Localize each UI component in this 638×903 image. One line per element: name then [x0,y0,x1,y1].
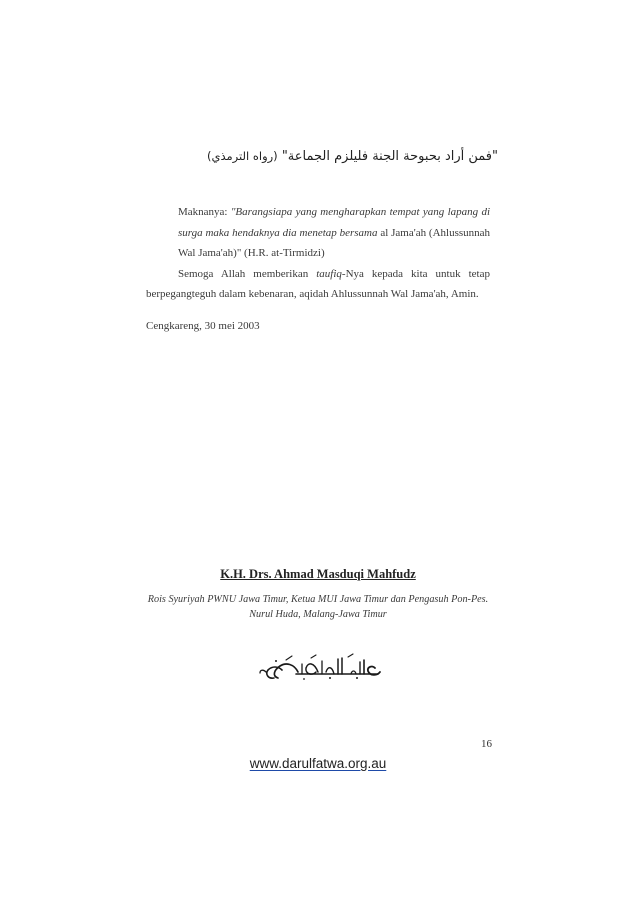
signatory-name: K.H. Drs. Ahmad Masduqi Mahfudz [220,567,416,581]
hadith-reference: (رواه الترمذي) [207,149,278,163]
calligraphy-image [256,652,386,682]
hadith-arabic-text: "فمن أراد بحبوحة الجنة فليلزم الجماعة" [281,149,498,164]
closing-before: Semoga Allah memberikan [178,267,309,280]
dateline: Cengkareng, 30 mei 2003 [146,320,260,332]
closing-paragraph [146,264,490,305]
meaning-label: Maknanya: [178,206,228,218]
hadith-arabic-line [140,149,498,164]
website-link[interactable]: www.darulfatwa.org.au [249,756,387,771]
body-text [146,202,490,305]
closing-after: -Nya kepada kita untuk tetap berpegangteguh dalam kebenaran, aqidah Ahlussunnah Wal Jama'ah, Amin. [146,267,490,301]
meaning-quote-italic: "Barangsiapa yang mengharapkan tempat yang lapang di surga maka hendaknya dia menetap bersama [178,206,491,239]
meaning-quote-plain: al Jama'ah (Ahlussunnah Wal Jama'ah)" (H.R. at-Tirmidzi) [178,226,491,260]
meaning-paragraph [146,202,490,264]
signatory-role: Rois Syuriyah PWNU Jawa Timur, Ketua MUI Jawa Timur dan Pengasuh Pon-Pes. Nurul Huda, Malang-Jawa Timur [147,594,489,620]
page-number: 16 [481,738,492,750]
closing-taufiq: taufiq [316,267,342,280]
